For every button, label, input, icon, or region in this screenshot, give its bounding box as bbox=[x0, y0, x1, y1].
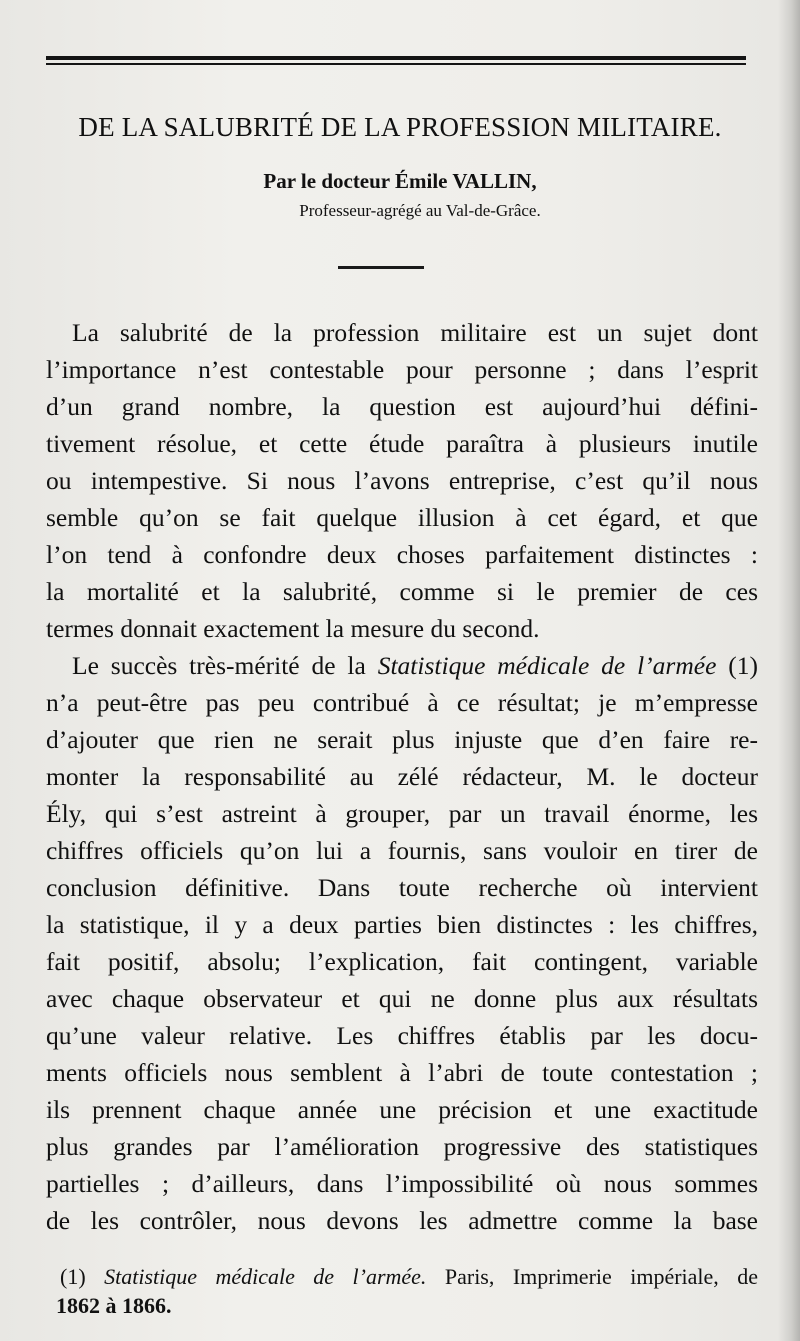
body-line: ments officiels nous semblent à l’abri de toute contestation ; bbox=[46, 1058, 758, 1087]
body-line: la statistique, il y a deux parties bien distinctes : les chiffres, bbox=[46, 910, 758, 939]
body-line: termes donnait exactement la mesure du second. bbox=[46, 614, 540, 643]
cited-work-title: Statistique médicale de l’armée bbox=[377, 651, 717, 680]
body-line: d’ajouter que rien ne serait plus injuste que d’en faire re- bbox=[46, 725, 758, 754]
body-line: l’on tend à confondre deux choses parfaitement distinctes : bbox=[46, 540, 758, 569]
section-divider bbox=[338, 266, 424, 269]
footnote-cited-title: Statistique médicale de l’armée. bbox=[104, 1264, 427, 1289]
body-line: avec chaque observateur et qui ne donne plus aux résultats bbox=[46, 984, 758, 1013]
footnote bbox=[56, 1262, 758, 1320]
byline-prefix: Par le docteur bbox=[263, 169, 395, 193]
byline-suffix: , bbox=[531, 169, 537, 193]
body-line-with-italic bbox=[46, 647, 758, 684]
body-line: Ély, qui s’est astreint à grouper, par un travail énorme, les bbox=[46, 799, 758, 828]
body-line: monter la responsabilité au zélé rédacteur, M. le docteur bbox=[46, 762, 758, 791]
body-line: de les contrôler, nous devons les admettre comme la base bbox=[46, 1206, 758, 1235]
body-line: ils prennent chaque année une précision et une exactitude bbox=[46, 1095, 758, 1124]
byline bbox=[40, 169, 760, 194]
article-body bbox=[46, 314, 758, 1239]
body-line: fait positif, absolu; l’explication, fait contingent, variable bbox=[46, 947, 758, 976]
body-line: d’un grand nombre, la question est aujourd’hui défini- bbox=[46, 392, 758, 421]
body-line: conclusion définitive. Dans toute recherche où intervient bbox=[46, 873, 758, 902]
author-affiliation: Professeur-agrégé au Val-de-Grâce. bbox=[299, 201, 541, 220]
footnote-marker: (1) bbox=[60, 1264, 105, 1289]
footnote-line bbox=[60, 1262, 758, 1291]
article-title: DE LA SALUBRITÉ DE LA PROFESSION MILITAIRE. bbox=[78, 112, 722, 142]
body-line: plus grandes par l’amélioration progressive des statistiques bbox=[46, 1132, 758, 1161]
body-text-run: Le succès très-mérité de la bbox=[72, 651, 378, 680]
body-line: La salubrité de la profession militaire est un sujet dont bbox=[72, 318, 758, 347]
header-double-rule bbox=[46, 56, 746, 68]
author-name: Émile VALLIN bbox=[395, 169, 532, 193]
footnote-line: 1862 à 1866. bbox=[56, 1293, 172, 1318]
body-line: la mortalité et la salubrité, comme si le premier de ces bbox=[46, 577, 758, 606]
body-line: chiffres officiels qu’on lui a fournis, sans vouloir en tirer de bbox=[46, 836, 758, 865]
body-line: l’importance n’est contestable pour personne ; dans l’esprit bbox=[46, 355, 758, 384]
body-line: ou intempestive. Si nous l’avons entreprise, c’est qu’il nous bbox=[46, 466, 758, 495]
body-line: qu’une valeur relative. Les chiffres établis par les docu- bbox=[46, 1021, 758, 1050]
body-line: semble qu’on se fait quelque illusion à cet égard, et que bbox=[46, 503, 758, 532]
footnote-reference[interactable]: (1) bbox=[716, 651, 758, 680]
header-rule-thick bbox=[46, 56, 746, 60]
body-line: partielles ; d’ailleurs, dans l’impossibilité où nous sommes bbox=[46, 1169, 758, 1198]
header-rule-thin bbox=[46, 63, 746, 65]
body-line: tivement résolue, et cette étude paraîtra à plusieurs inutile bbox=[46, 429, 758, 458]
body-line: n’a peut-être pas peu contribué à ce résultat; je m’empresse bbox=[46, 688, 758, 717]
footnote-text: Paris, Imprimerie impériale, de bbox=[426, 1264, 758, 1289]
